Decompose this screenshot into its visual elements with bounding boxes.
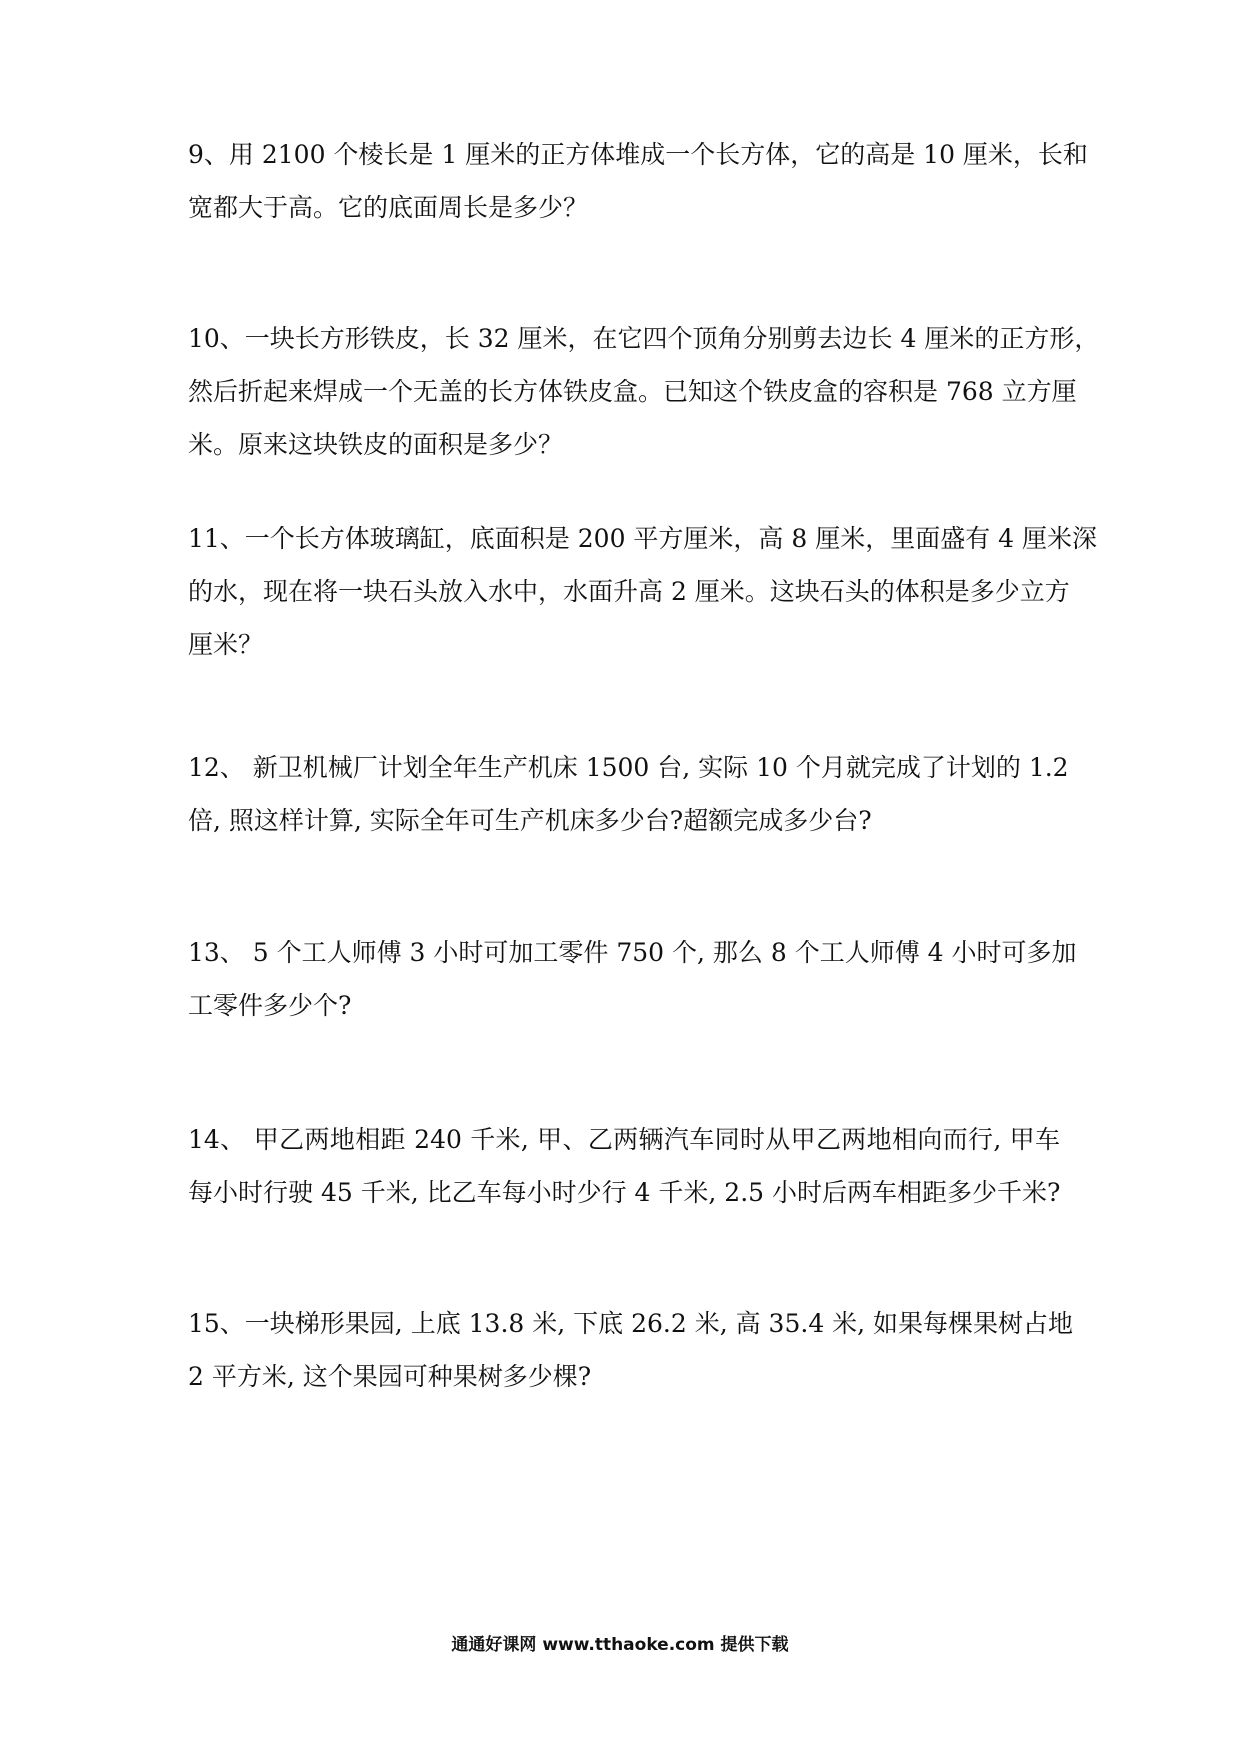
page-footer: 通通好课网 www.tthaoke.com 提供下载 [451,1635,789,1655]
problem-12-line-1: 12、 新卫机械厂计划全年生产机床 1500 台, 实际 10 个月就完成了计划的 1.2 [188,753,1069,782]
problem-15 [188,1297,1074,1403]
problem-13 [188,926,1077,1032]
problem-13-line-1: 13、 5 个工人师傅 3 小时可加工零件 750 个, 那么 8 个工人师傅 4 小时可多加 [188,938,1077,967]
problem-11-line-2: 的水，现在将一块石头放入水中，水面升高 2 厘米。这块石头的体积是多少立方 [188,577,1070,606]
problem-15-line-2: 2 平方米, 这个果园可种果树多少棵? [188,1362,592,1391]
problem-9-line-2: 宽都大于高。它的底面周长是多少？ [188,193,589,222]
problem-11-line-1: 11、一个长方体玻璃缸，底面积是 200 平方厘米，高 8 厘米，里面盛有 4 厘米深 [188,524,1098,553]
problem-9-line-1: 9、用 2100 个棱长是 1 厘米的正方体堆成一个长方体，它的高是 10 厘米，长和 [188,140,1088,169]
problem-13-line-2: 工零件多少个? [188,991,352,1020]
problem-11-line-3: 厘米？ [188,630,264,659]
problem-10-line-3: 米。原来这块铁皮的面积是多少？ [188,430,564,459]
problem-10-line-2: 然后折起来焊成一个无盖的长方体铁皮盒。已知这个铁皮盒的容积是 768 立方厘 [188,377,1077,406]
problem-14-line-2: 每小时行驶 45 千米, 比乙车每小时少行 4 千米, 2.5 小时后两车相距多少千米? [188,1178,1061,1207]
problem-14-line-1: 14、 甲乙两地相距 240 千米, 甲、乙两辆汽车同时从甲乙两地相向而行, 甲车 [188,1125,1060,1154]
problem-9 [188,128,1088,234]
problem-10-line-1: 10、一块长方形铁皮，长 32 厘米，在它四个顶角分别剪去边长 4 厘米的正方形， [188,324,1100,353]
problem-14 [188,1113,1060,1219]
problem-12 [188,741,1069,847]
problem-12-line-2: 倍, 照这样计算, 实际全年可生产机床多少台?超额完成多少台? [188,806,872,835]
problem-10 [188,312,1100,471]
problem-11 [188,512,1098,671]
problem-15-line-1: 15、一块梯形果园, 上底 13.8 米, 下底 26.2 米, 高 35.4 米, 如果每棵果树占地 [188,1309,1074,1338]
